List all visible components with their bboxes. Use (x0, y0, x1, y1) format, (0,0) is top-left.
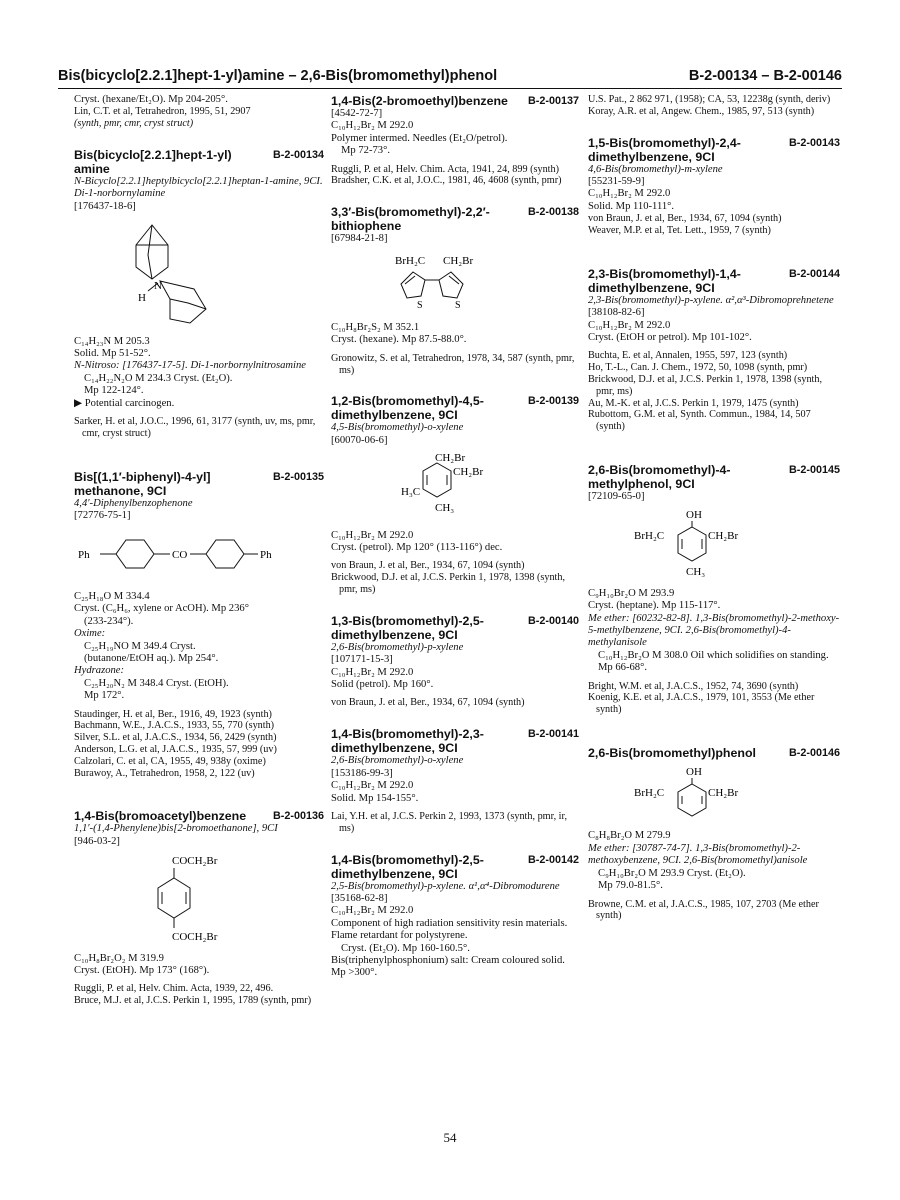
cas-number: [176437-18-6] (74, 200, 136, 212)
property-line: Cryst. (hexane). Mp 87.5-88.0°. (331, 334, 467, 346)
entry-heading (331, 727, 579, 755)
cas-number: [107171-15-3] (331, 654, 393, 666)
reference: Bradsher, C.K. et al, J.O.C., 1981, 46, 4608 (synth, pmr) (331, 175, 562, 187)
property-line: Cryst. (petrol). Mp 120° (113-116°) dec. (331, 542, 503, 554)
entry-heading (331, 394, 579, 422)
reference: Koray, A.R. et al, Angew. Chem., 1985, 97, 513 (synth) (588, 105, 815, 117)
property-line: (233-234°). (84, 615, 134, 627)
entry-heading (588, 136, 840, 164)
entry-heading (588, 463, 840, 491)
running-header (58, 62, 842, 89)
ph-label: Ph (78, 549, 90, 562)
s-atom-label: S (417, 299, 423, 311)
reference: Lin, C.T. et al, Tetrahedron, 1995, 51, 2907 (74, 106, 251, 118)
ph-label: Ph (260, 549, 272, 562)
structure-drawing (74, 217, 324, 331)
entry-title: 1,4-Bis(bromomethyl)-2,5- (331, 852, 484, 867)
entry-title: 1,4-Bis(2-bromoethyl)benzene (331, 94, 508, 108)
property-line: C₉H₁₀Br₂O M 293.9 Cryst. (Et₂O). (598, 867, 746, 879)
reference: Bright, W.M. et al, J.A.C.S., 1952, 74, 3690 (synth) (588, 680, 799, 692)
entry-heading (331, 205, 579, 233)
formula: C₁₀H₈Br₂S₂ M 352.1 (331, 322, 420, 334)
property-line: N-Nitroso: [176437-17-5]. Di-1-norbornylnitrosamine (74, 360, 306, 372)
entry-code: B-2-00137 (527, 95, 579, 107)
formula: C₁₀H₁₂Br₂ M 292.0 (331, 120, 414, 132)
synonym: 2,3-Bis(bromomethyl)-p-xylene. α²,α³-Dibromoprehnetene (588, 294, 834, 306)
n-atom-label: N (154, 280, 162, 293)
reference: Weaver, M.P. et al, Tet. Lett., 1959, 7 (synth) (588, 225, 771, 237)
reference: Koenig, K.E. et al, J.A.C.S., 1979, 101, 3553 (Me ether synth) (588, 692, 815, 716)
synonym: 4,4′-Diphenylbenzophenone (74, 497, 193, 509)
property-line: Cryst. (heptane). Mp 115-117°. (588, 600, 721, 612)
structure-drawing (74, 852, 324, 948)
synonym: 2,6-Bis(bromomethyl)-o-xylene (331, 755, 464, 767)
reference: von Braun, J. et al, Ber., 1934, 67, 1094 (synth) (331, 697, 525, 709)
reference: Bachmann, W.E., J.A.C.S., 1933, 55, 770 (synth) (74, 720, 275, 732)
cas-number: [60070-06-6] (331, 434, 388, 446)
substituent-label: COCH₂Br (172, 855, 218, 868)
entry-heading (331, 614, 579, 642)
reference: U.S. Pat., 2 862 971, (1958); CA, 53, 12238g (synth, deriv) (588, 94, 831, 105)
structure-drawing (331, 451, 579, 525)
reference: Sarker, H. et al, J.O.C., 1996, 61, 3177 (synth, uv, ms, pmr, cmr, cryst struct) (74, 416, 316, 439)
entry-title-cont: dimethylbenzene, 9CI (588, 149, 715, 164)
cas-number: [946-03-2] (74, 835, 120, 847)
column-1 (74, 94, 324, 1007)
cas-number: [72776-75-1] (74, 510, 131, 522)
entry-code: B-2-00141 (527, 728, 579, 741)
property-line: Cryst. (Et₂O). Mp 160-160.5°. (341, 942, 470, 954)
entry-title-cont: dimethylbenzene, 9CI (588, 280, 715, 295)
property-line: Mp 172°. (84, 690, 125, 702)
entry-heading (74, 809, 324, 823)
entry-title: 2,6-Bis(bromomethyl)phenol (588, 746, 756, 761)
property-line: Mp 122-124°. (84, 385, 144, 397)
property-line: C₂₅H₂₀N₂ M 348.4 Cryst. (EtOH). (84, 677, 229, 689)
entry-title: 1,4-Bis(bromoacetyl)benzene (74, 809, 247, 824)
property-line: Mp 72-73°. (341, 145, 390, 157)
entry-code: B-2-00138 (527, 206, 579, 219)
cas-number: [4542-72-7] (331, 108, 383, 119)
reference: Ruggli, P. et al, Helv. Chim. Acta, 1941, 24, 899 (synth) (331, 163, 559, 175)
page-number: 54 (443, 1130, 457, 1145)
entry-title-cont: dimethylbenzene, 9CI (331, 866, 458, 881)
property-line: Bis(triphenylphosphonium) salt: Cream coloured solid. Mp >300°. (331, 954, 565, 979)
reference: Rubottom, G.M. et al, Synth. Commun., 1984, 14, 507 (synth) (588, 409, 811, 433)
reference: Bruce, M.J. et al, J.C.S. Perkin 1, 1995, 1789 (synth, pmr) (74, 995, 312, 1007)
entry-b-2-00139 (331, 394, 579, 595)
reference: Silver, S.L. et al, J.A.C.S., 1934, 56, 2429 (synth) (74, 732, 277, 744)
header-code-range: B-2-00134 – B-2-00146 (688, 68, 842, 84)
synonym: 2,6-Bis(bromomethyl)-p-xylene (331, 641, 464, 653)
reference: Ruggli, P. et al, Helv. Chim. Acta, 1939, 22, 496. (74, 983, 274, 995)
hazard-note: ▶ Potential carcinogen. (74, 397, 175, 409)
property-line: Cryst. (EtOH). Mp 173° (168°). (74, 964, 210, 976)
entry-code: B-2-00140 (527, 614, 579, 627)
h-atom-label: H (138, 292, 146, 305)
reference: Lai, Y.H. et al, J.C.S. Perkin 2, 1993, 1373 (synth, pmr, ir, ms) (331, 810, 568, 834)
property-line: C₁₄H₂₂N₂O M 234.3 Cryst. (Et₂O). (84, 372, 233, 384)
entry-title: 2,3-Bis(bromomethyl)-1,4- (588, 266, 741, 281)
substituent-label: CH₂Br (435, 452, 466, 465)
derivative-label: Hydrazone: (74, 665, 125, 677)
substituent-label: COCH₂Br (172, 931, 218, 944)
synonym: 4,6-Bis(bromomethyl)-m-xylene (588, 163, 723, 175)
s-atom-label: S (455, 299, 461, 311)
entry-title: 1,4-Bis(bromomethyl)-2,3- (331, 727, 484, 742)
property-line: (butanone/EtOH aq.). Mp 254°. (84, 652, 219, 664)
property-line: C₁₀H₁₂Br₂O M 308.0 Oil which solidifies on standing. Mp 66-68°. (598, 649, 829, 674)
co-label: CO (172, 549, 188, 562)
entry-b-2-00134 (74, 148, 324, 440)
synonym: 2,5-Bis(bromomethyl)-p-xylene. α¹,α⁴-Dibromodurene (331, 880, 560, 892)
formula: C₁₀H₁₂Br₂ M 292.0 (588, 188, 671, 200)
entry-b-2-00144 (588, 267, 840, 433)
substituent-label: CH₂Br (453, 466, 484, 479)
entry-title: Bis[(1,1′-biphenyl)-4-yl] (74, 469, 211, 484)
entry-b-2-00145 (588, 463, 840, 716)
cas-number: [38108-82-6] (588, 307, 645, 319)
entry-b-2-00140 (331, 614, 579, 709)
entry-title-cont: methanone, 9CI (74, 483, 167, 498)
cas-number: [55231-59-9] (588, 176, 645, 187)
reference: von Braun, J. et al, Ber., 1934, 67, 1094 (synth) (331, 560, 525, 572)
derivative-label: Oxime: (74, 628, 106, 640)
structure-drawing (588, 764, 840, 826)
entry-b-2-00137 (331, 94, 579, 187)
substituent-label: CH₃ (435, 502, 455, 515)
formula: C₁₀H₁₂Br₂ M 292.0 (331, 529, 414, 541)
entry-title-cont: methylphenol, 9CI (588, 477, 695, 492)
substituent-label: BrH₂C (634, 787, 665, 800)
entry-b-2-00138 (331, 205, 579, 376)
oh-label: OH (686, 509, 702, 522)
entry-b-2-00135 (74, 470, 324, 780)
structure-drawing (331, 250, 579, 318)
cas-number: [72109-65-0] (588, 491, 645, 503)
reference: Brickwood, D.J. et al, J.C.S. Perkin 1, 1978, 1398 (synth, pmr, ms) (588, 374, 823, 397)
formula: C₁₀H₁₂Br₂ M 292.0 (331, 905, 414, 917)
reference: Anderson, L.G. et al, J.A.C.S., 1935, 57, 999 (uv) (74, 743, 277, 755)
reference: Burawoy, A., Tetrahedron, 1958, 2, 122 (uv) (74, 767, 255, 779)
cas-number: [67984-21-8] (331, 233, 388, 245)
property-line: Me ether: [60232-82-8]. 1,3-Bis(bromomethyl)-2-methoxy-5-methylbenzene, 9CI. 2,6-Bis(bromomethyl)-4-methylanisole (588, 612, 840, 649)
substituent-label: CH₃ (686, 566, 706, 579)
property-line: Component of high radiation sensitivity resin materials. Flame retardant for polystyrene. (331, 917, 568, 942)
entry-title-cont: dimethylbenzene, 9CI (331, 408, 458, 423)
structure-drawing (588, 507, 840, 583)
synonym: 1,1′-(1,4-Phenylene)bis[2-bromoethanone], 9CI (74, 823, 278, 835)
entry-title: 1,2-Bis(bromomethyl)-4,5- (331, 394, 484, 409)
property-line: Mp 79.0-81.5°. (598, 880, 663, 892)
entry-heading (331, 94, 579, 108)
entry-b-2-00141 (331, 727, 579, 834)
formula: C₁₀H₁₂Br₂ M 292.0 (331, 666, 414, 678)
substituent-label: BrH₂C (634, 530, 665, 543)
property-line: Solid. Mp 51-52°. (74, 348, 151, 360)
substituent-label: CH₂Br (708, 787, 739, 800)
entry-code: B-2-00146 (788, 747, 840, 760)
synonym: 4,5-Bis(bromomethyl)-o-xylene (331, 422, 464, 434)
property-line: Solid. Mp 110-111°. (588, 200, 675, 212)
entry-b-2-00143 (588, 136, 840, 237)
reference: Calzolari, C. et al, CA, 1955, 49, 938y (oxime) (74, 755, 266, 767)
reference: Buchta, E. et al, Annalen, 1955, 597, 123 (synth) (588, 350, 788, 362)
property-line: Polymer intermed. Needles (Et₂O/petrol). (331, 132, 508, 144)
reference: Browne, C.M. et al, J.A.C.S., 1985, 107, 2703 (Me ether synth) (588, 898, 819, 922)
entry-b-2-00146 (588, 746, 840, 922)
column-2 (331, 94, 579, 980)
entry-title-cont: bithiophene (331, 219, 402, 234)
entry-heading (588, 267, 840, 295)
reference: Brickwood, D.J. et al, J.C.S. Perkin 1, 1978, 1398 (synth, pmr, ms) (331, 572, 566, 596)
property-line: C₂₅H₁₉NO M 349.4 Cryst. (84, 640, 196, 652)
substituent-label: H₃C (401, 486, 421, 499)
formula: C₁₀H₁₂Br₂ M 292.0 (588, 319, 671, 331)
synonym: N-Bicyclo[2.2.1]heptylbicyclo[2.2.1]heptan-1-amine, 9CI. Di-1-norbornylamine (74, 176, 323, 200)
formula: C₁₄H₂₃N M 205.3 (74, 335, 150, 347)
entry-heading (331, 853, 579, 881)
entry-title-cont: amine (74, 162, 110, 176)
entry-title-cont: dimethylbenzene, 9CI (331, 741, 458, 756)
reference: Au, M.-K. et al, J.C.S. Perkin 1, 1979, 1475 (synth) (588, 397, 799, 409)
formula: C₉H₁₀Br₂O M 293.9 (588, 587, 675, 599)
substituent-label: CH₂Br (708, 530, 739, 543)
entry-heading (74, 148, 324, 176)
formula: C₈H₈Br₂O M 279.9 (588, 830, 671, 842)
reference: Gronowitz, S. et al, Tetrahedron, 1978, 34, 587 (synth, pmr, ms) (331, 352, 575, 376)
formula: C₂₅H₁₈O M 334.4 (74, 590, 150, 602)
entry-title: Bis(bicyclo[2.2.1]hept-1-yl) (74, 148, 232, 162)
entry-title: 3,3′-Bis(bromomethyl)-2,2′- (331, 205, 490, 220)
structure-drawing (74, 526, 324, 586)
substituent-label: BrH₂C (395, 254, 426, 267)
entry-code: B-2-00136 (272, 810, 324, 823)
property-line: Solid (petrol). Mp 160°. (331, 679, 434, 691)
entry-code: B-2-00134 (272, 149, 324, 161)
reference: von Braun, J. et al, Ber., 1934, 67, 1094 (synth) (588, 213, 782, 225)
entry-code: B-2-00139 (527, 395, 579, 408)
property-line: Me ether: [30787-74-7]. 1,3-Bis(bromomethyl)-2-methoxybenzene, 9CI. 2,6-Bis(bromomethyl)anisole (588, 842, 808, 867)
reference: (synth, pmr, cmr, cryst struct) (74, 118, 194, 130)
header-title: Bis(bicyclo[2.2.1]hept-1-yl)amine – 2,6-Bis(bromomethyl)phenol (58, 68, 498, 84)
property-line: Cryst. (EtOH or petrol). Mp 101-102°. (588, 332, 752, 344)
cas-number: [35168-62-8] (331, 892, 388, 904)
column-3 (588, 94, 840, 922)
entry-code: B-2-00135 (272, 470, 324, 483)
entry-code: B-2-00143 (788, 136, 840, 149)
entry-title: 2,6-Bis(bromomethyl)-4- (588, 463, 731, 478)
entry-heading (588, 746, 840, 760)
entry-title: 1,5-Bis(bromomethyl)-2,4- (588, 135, 741, 150)
entry-title-cont: dimethylbenzene, 9CI (331, 627, 458, 642)
entry-b-2-00136 (74, 809, 324, 1007)
formula: C₁₀H₈Br₂O₂ M 319.9 (74, 952, 164, 964)
reference: Ho, T.-L., Can. J. Chem., 1972, 50, 1098 (synth, pmr) (588, 362, 808, 374)
entry-code: B-2-00144 (788, 267, 840, 280)
entry-title: 1,3-Bis(bromomethyl)-2,5- (331, 613, 484, 628)
property-line: Cryst. (C₆H₆, xylene or AcOH). Mp 236° (74, 603, 249, 615)
cas-number: [153186-99-3] (331, 767, 393, 779)
oh-label: OH (686, 766, 702, 779)
formula: C₁₀H₁₂Br₂ M 292.0 (331, 780, 414, 792)
reference: Staudinger, H. et al, Ber., 1916, 49, 1923 (synth) (74, 708, 272, 720)
entry-b-2-00142 (331, 853, 579, 980)
text-line: Cryst. (hexane/Et₂O). Mp 204-205°. (74, 94, 228, 105)
entry-code: B-2-00142 (527, 853, 579, 866)
substituent-label: CH₂Br (443, 254, 474, 267)
property-line: Solid. Mp 154-155°. (331, 792, 419, 804)
entry-heading (74, 470, 324, 498)
entry-code: B-2-00145 (788, 464, 840, 477)
